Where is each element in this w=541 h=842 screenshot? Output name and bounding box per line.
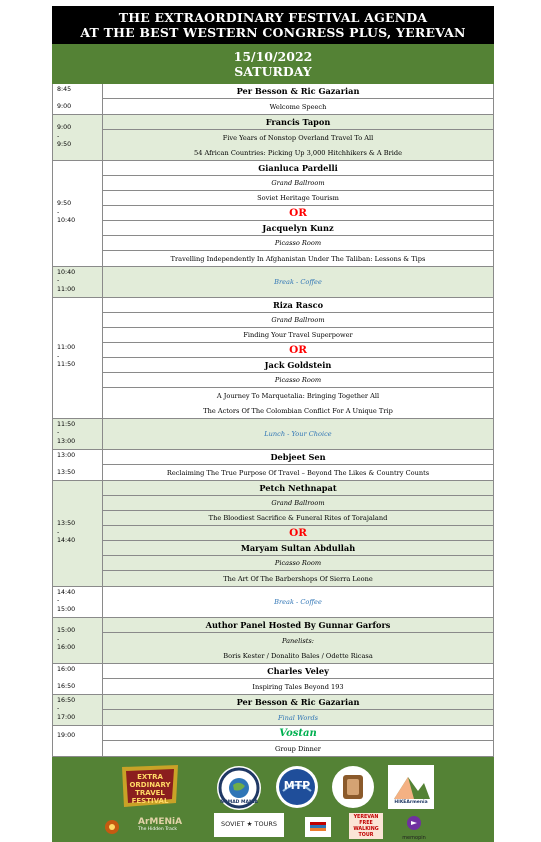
time-value: 16:50 [57, 683, 76, 690]
talk-title: The Art Of The Barbershops Of Sierra Leone [223, 574, 373, 583]
speaker-name: Debjeet Sen [103, 450, 493, 465]
talk-title: Welcome Speech [269, 102, 327, 111]
agenda-title [52, 6, 494, 44]
room-name: Picasso Room [103, 236, 493, 251]
speaker-name: Per Besson & Ric Gazarian [103, 695, 493, 710]
title-line-1: THE EXTRAORDINARY FESTIVAL AGENDA [118, 10, 428, 25]
schedule-slot [52, 587, 494, 618]
schedule-slot [52, 267, 494, 298]
agenda-page [52, 6, 494, 842]
time-value: 11:00 [57, 344, 76, 351]
break-label: Lunch - Your Choice [264, 430, 332, 438]
room-name: Grand Ballroom [103, 496, 493, 511]
break-label: Break - Coffee [274, 278, 322, 286]
schedule-slot [52, 161, 494, 267]
slot-time [53, 664, 103, 694]
schedule-slot [52, 481, 494, 587]
room-name: Picasso Room [103, 373, 493, 388]
schedule-slot [52, 115, 494, 161]
nomad-logo-text: NOMAD MANIA [220, 800, 258, 805]
talk-title: Travelling Independently In Afghanistan Under The Taliban: Lessons & Tips [170, 254, 426, 263]
room-name: Picasso Room [103, 556, 493, 571]
emblem-logo [331, 765, 375, 809]
schedule-table [52, 84, 494, 757]
venue-name: Vostan [103, 726, 493, 741]
time-value: 13:00 [57, 438, 76, 445]
schedule-slot [52, 298, 494, 419]
slot-time [53, 481, 103, 586]
time-value: 13:50 [57, 519, 76, 527]
speaker-name: Gianluca Pardelli [103, 161, 493, 176]
slot-time [53, 587, 103, 617]
talk-title: The Bloodiest Sacrifice & Funeral Rites of Torajaland [103, 511, 493, 526]
memopin-logo-text: memopin [402, 835, 426, 841]
time-separator: - [57, 597, 60, 604]
schedule-slot [52, 84, 494, 115]
talk-title: Inspiring Tales Beyond 193 [252, 682, 344, 691]
time-value: 13:50 [57, 469, 76, 476]
or-separator: OR [103, 526, 493, 541]
time-value: 14:40 [57, 536, 76, 544]
final-words-label: Final Words [277, 713, 319, 722]
time-value: 10:40 [57, 269, 76, 276]
time-value: 10:40 [57, 216, 76, 224]
speaker-name: Maryam Sultan Abdullah [103, 541, 493, 556]
time-separator: - [57, 132, 60, 140]
mtp-logo [275, 765, 319, 809]
time-separator: - [57, 277, 60, 284]
time-separator: - [57, 705, 60, 712]
time-value: 15:00 [57, 606, 76, 613]
title-line-2: AT THE BEST WESTERN CONGRESS PLUS, YEREVAN [80, 25, 466, 40]
speaker-name: Author Panel Hosted By Gunnar Garfors [103, 618, 493, 633]
extraordinary-logo-text: EXTRA ORDINARY TRAVEL FESTIVAL [129, 773, 171, 805]
armenia-logo-sub: The Hidden Track [138, 827, 177, 832]
slot-time [53, 298, 103, 418]
date: 15/10/2022 [233, 49, 313, 64]
schedule-slot [52, 419, 494, 450]
slot-time [53, 419, 103, 449]
time-value: 15:00 [57, 626, 76, 634]
room-name: Panelists: [281, 636, 315, 645]
schedule-slot [52, 664, 494, 695]
talk-title: The Actors Of The Colombian Conflict For A Unique Trip [203, 406, 393, 415]
yerevan-logo-text: YEREVAN FREE WALKING TOUR [353, 815, 379, 838]
room-name: Grand Ballroom [103, 313, 493, 328]
speaker-name: Jack Goldstein [103, 358, 493, 373]
time-value: 11:50 [57, 421, 76, 428]
talk-title: Reclaiming The True Purpose Of Travel – Beyond The Likes & Country Counts [166, 468, 430, 477]
slot-time [53, 115, 103, 160]
talk-title: A Journey To Marquetalia: Bringing Together All [216, 391, 380, 400]
slot-time [53, 267, 103, 297]
speaker-name: Petch Nethnapat [103, 481, 493, 496]
time-value: 14:40 [57, 589, 76, 596]
schedule-slot [52, 726, 494, 757]
talk-title: Boris Kester / Donalito Bales / Odette Ricasa [223, 651, 373, 660]
schedule-slot [52, 450, 494, 481]
soviet-logo-text: SOVIET ★ TOURS [220, 820, 277, 828]
time-separator: - [57, 353, 60, 360]
hike-armenia-logo [388, 765, 434, 809]
talk-title: Finding Your Travel Superpower [103, 328, 493, 343]
time-value: 9:50 [57, 140, 72, 148]
time-separator: - [57, 635, 60, 643]
talk-title: Soviet Heritage Tourism [103, 191, 493, 206]
slot-time [53, 726, 103, 756]
armenia-logo [138, 817, 194, 839]
time-value: 17:00 [57, 714, 76, 721]
slot-time [53, 618, 103, 663]
time-separator: - [57, 528, 60, 536]
time-value: 11:00 [57, 286, 76, 293]
slot-time [53, 695, 103, 725]
slot-time [53, 450, 103, 480]
time-value: 16:00 [57, 666, 76, 673]
speaker-name: Charles Veley [103, 664, 493, 679]
slot-time [53, 84, 103, 114]
room-name: Grand Ballroom [103, 176, 493, 191]
extraordinary-festival-logo [118, 763, 182, 809]
time-separator: - [57, 429, 60, 436]
time-separator: - [57, 208, 60, 216]
soviet-tours-logo [214, 813, 284, 837]
talk-title: Group Dinner [275, 744, 321, 753]
time-value: 9:50 [57, 199, 72, 207]
talk-title: Five Years of Nonstop Overland Travel To All [222, 133, 374, 142]
yerevan-walking-tour-logo [349, 813, 383, 839]
speaker-name: Francis Tapon [103, 115, 493, 130]
time-value: 9:00 [57, 103, 72, 110]
talk-title: 54 African Countries: Picking Up 3,000 Hitchhikers & A Bride [194, 148, 402, 157]
schedule-slot [52, 695, 494, 726]
armenia-logo-text: ArMENiA [138, 817, 183, 827]
date-header [52, 44, 494, 84]
time-value: 16:50 [57, 697, 76, 704]
or-separator: OR [103, 343, 493, 358]
time-value: 8:45 [57, 86, 72, 93]
time-value: 11:50 [57, 361, 76, 368]
speaker-name: Jacquelyn Kunz [103, 221, 493, 236]
nomad-mania-logo [216, 765, 262, 811]
slot-time [53, 161, 103, 266]
sponsor-logos [52, 757, 494, 842]
time-value: 13:00 [57, 452, 76, 459]
small-flag-logo [305, 817, 331, 837]
schedule-slot [52, 618, 494, 664]
time-value: 16:00 [57, 643, 76, 651]
day: SATURDAY [234, 64, 312, 79]
speaker-name: Riza Rasco [103, 298, 493, 313]
time-value: 9:00 [57, 123, 72, 131]
hike-logo-text: HIKEArmenia [394, 800, 428, 805]
mtp-logo-text: MTP [283, 779, 311, 792]
speaker-name: Per Besson & Ric Gazarian [103, 84, 493, 99]
break-label: Break - Coffee [274, 598, 322, 606]
memopin-logo [396, 815, 432, 839]
time-value: 19:00 [57, 732, 76, 739]
or-separator: OR [103, 206, 493, 221]
